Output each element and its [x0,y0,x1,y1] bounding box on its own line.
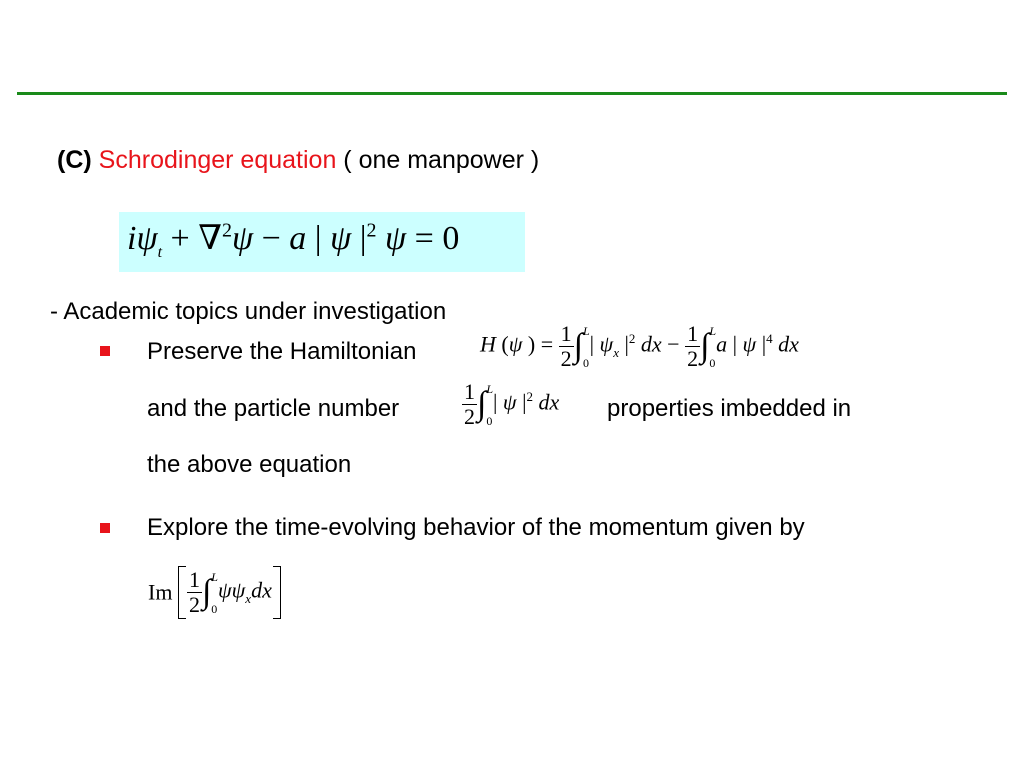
topics-subheading: - Academic topics under investigation [50,298,447,325]
bullet-1-line-2-suffix: properties imbedded in [607,395,852,422]
momentum-formula: Im $\frac{1}{2}$ ∫ L 0 $\psi\psi_xdx$ [148,566,281,619]
bullet-2-line-1: Explore the time-evolving behavior of the momentum given by [147,514,805,541]
section-heading [57,146,539,175]
bullet-marker [100,523,110,533]
bullet-1-line-3: the above equation [147,451,352,478]
header-divider [17,92,1007,95]
section-topic: Schrodinger equation [98,146,337,174]
particle-number-formula: $\frac{1}{2}$ ∫ L 0 | ψ $|^2$ dx [464,379,560,429]
section-label: (C) [57,146,92,174]
schrodinger-equation: $i\psi_t + \nabla^2\psi - a$ | ψ $|^2$ ψ = 0 [127,219,460,261]
bullet-marker [100,346,110,356]
bullet-1-line-2-prefix: and the particle number [147,395,400,422]
hamiltonian-formula: H (ψ ) = $\frac{1}{2}$ ∫ L 0 | $\psi_x$ $|^2$ dx − $\frac{1}{2}$ ∫ L 0 a | ψ $|^4$ dx [480,321,799,371]
section-note: ( one manpower ) [343,146,540,174]
equation-box [119,212,525,272]
bullet-1-line-1: Preserve the Hamiltonian [147,338,417,365]
